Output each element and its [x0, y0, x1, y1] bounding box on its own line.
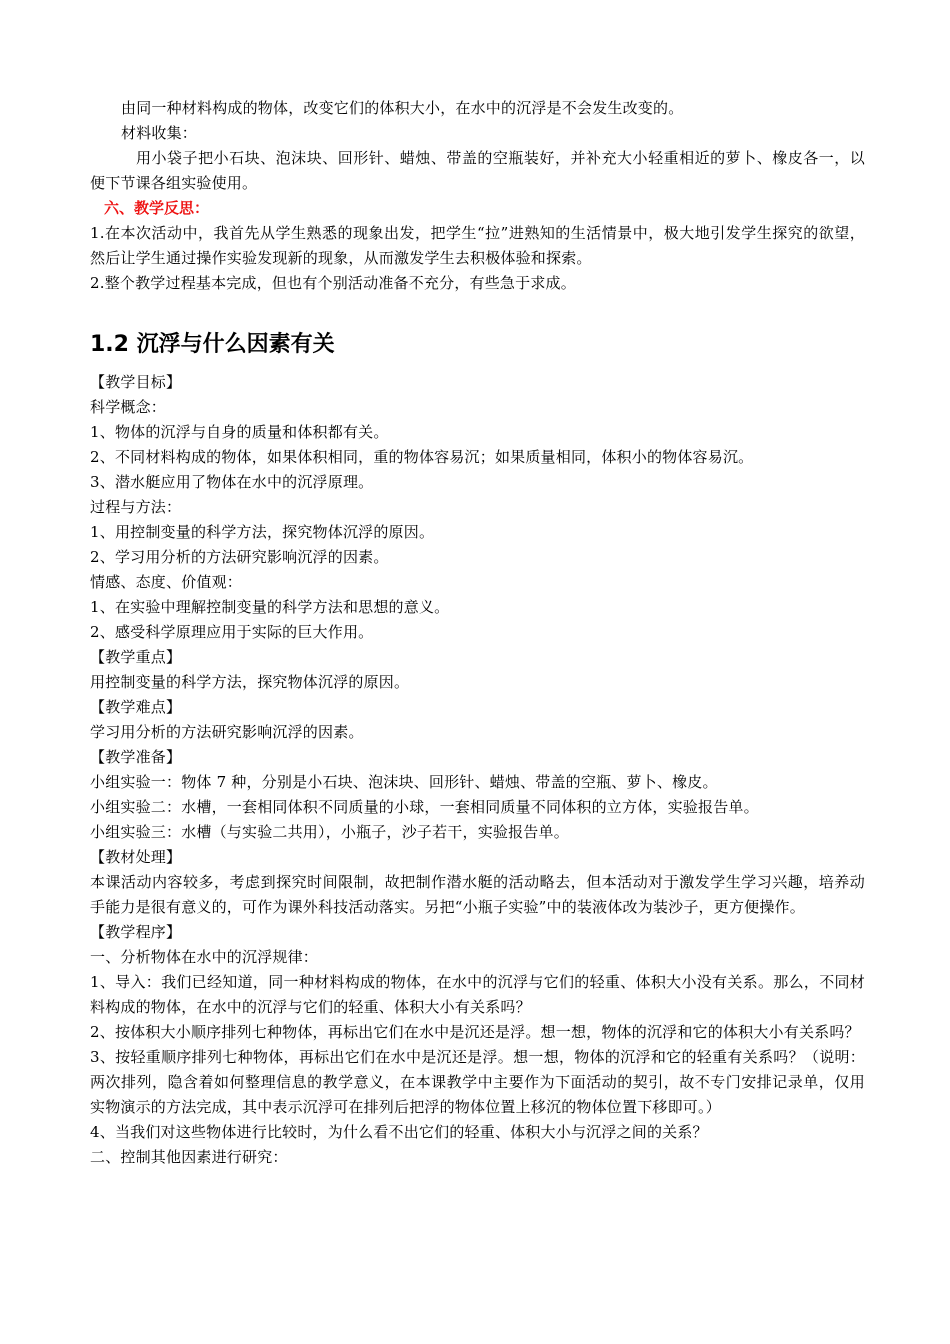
step-title: 一、分析物体在水中的沉浮规律：: [90, 948, 319, 966]
key-text: 用控制变量的科学方法，探究物体沉浮的原因。: [90, 673, 410, 691]
process-item: 1、用控制变量的科学方法，探究物体沉浮的原因。: [90, 523, 435, 541]
intro-conclusion: 由同一种材料构成的物体，改变它们的体积大小，在水中的沉浮是不会发生改变的。: [121, 99, 684, 117]
concept-item: 2、不同材料构成的物体，如果体积相同，重的物体容易沉；如果质量相同，体积小的物体容易沉。: [90, 448, 754, 466]
goals-heading: 【教学目标】: [90, 373, 182, 391]
procedure-heading: 【教学程序】: [90, 923, 182, 941]
step-item: 4、当我们对这些物体进行比较时，为什么看不出它们的轻重、体积大小与沉浮之间的关系？: [90, 1123, 708, 1141]
material-collection-label: 材料收集：: [121, 124, 198, 142]
reflection-item: 1.在本次活动中，我首先从学生熟悉的现象出发，把学生“拉”进熟知的生活情景中，极大地引发学生探究的欲望，然后让学生通过操作实验发现新的现象，从而激发学生去积极体验和探索。: [90, 224, 865, 267]
prep-item: 小组实验二：水槽，一套相同体积不同质量的小球，一套相同质量不同体积的立方体，实验报告单。: [90, 798, 759, 816]
concept-label: 科学概念：: [90, 398, 167, 416]
difficult-heading: 【教学难点】: [90, 698, 182, 716]
prep-item: 小组实验三：水槽（与实验二共用），小瓶子，沙子若干，实验报告单。: [90, 823, 569, 841]
emotion-item: 2、感受科学原理应用于实际的巨大作用。: [90, 623, 374, 641]
step-item: 3、按轻重顺序排列七种物体，再标出它们在水中是沉还是浮。想一想，物体的沉浮和它的轻重有关系吗？（说明：两次排列，隐含着如何整理信息的教学意义，在本课教学中主要作为下面活动的契引，故不专门安排记录单，仅用实物演示的方法完成，其中表示沉浮可在排列后把浮的物体位置上移沉的物体位置下移即可。）: [90, 1048, 865, 1116]
process-label: 过程与方法：: [90, 498, 182, 516]
concept-item: 3、潜水艇应用了物体在水中的沉浮原理。: [90, 473, 374, 491]
step-title: 二、控制其他因素进行研究：: [90, 1148, 288, 1166]
concept-item: 1、物体的沉浮与自身的质量和体积都有关。: [90, 423, 389, 441]
emotion-label: 情感、态度、价值观：: [90, 573, 243, 591]
step-item: 1、导入：我们已经知道，同一种材料构成的物体，在水中的沉浮与它们的轻重、体积大小没有关系。那么，不同材料构成的物体，在水中的沉浮与它们的轻重、体积大小有关系吗？: [90, 973, 865, 1016]
lesson-title: 1.2 沉浮与什么因素有关: [90, 332, 335, 357]
reflection-item: 2.整个教学过程基本完成，但也有个别活动准备不充分，有些急于求成。: [90, 274, 576, 292]
reflection-heading: 六、教学反思：: [104, 199, 210, 217]
document-page: [90, 96, 865, 1170]
process-item: 2、学习用分析的方法研究影响沉浮的因素。: [90, 548, 389, 566]
emotion-item: 1、在实验中理解控制变量的科学方法和思想的意义。: [90, 598, 450, 616]
step-item: 2、按体积大小顺序排列七种物体，再标出它们在水中是沉还是浮。想一想，物体的沉浮和它的体积大小有关系吗？: [90, 1023, 860, 1041]
material-collection-text: 用小袋子把小石块、泡沫块、回形针、蜡烛、带盖的空瓶装好，并补充大小轻重相近的萝卜、橡皮各一，以便下节课各组实验使用。: [90, 149, 865, 192]
key-heading: 【教学重点】: [90, 648, 182, 666]
material-text: 本课活动内容较多，考虑到探究时间限制，故把制作潜水艇的活动略去，但本活动对于激发学生学习兴趣，培养动手能力是很有意义的，可作为课外科技活动落实。另把“小瓶子实验”中的装液体改为装沙子，更方便操作。: [90, 873, 865, 916]
material-heading: 【教材处理】: [90, 848, 182, 866]
difficult-text: 学习用分析的方法研究影响沉浮的因素。: [90, 723, 364, 741]
prep-heading: 【教学准备】: [90, 748, 182, 766]
prep-item: 小组实验一：物体 7 种，分别是小石块、泡沫块、回形针、蜡烛、带盖的空瓶、萝卜、橡皮。: [90, 773, 718, 791]
